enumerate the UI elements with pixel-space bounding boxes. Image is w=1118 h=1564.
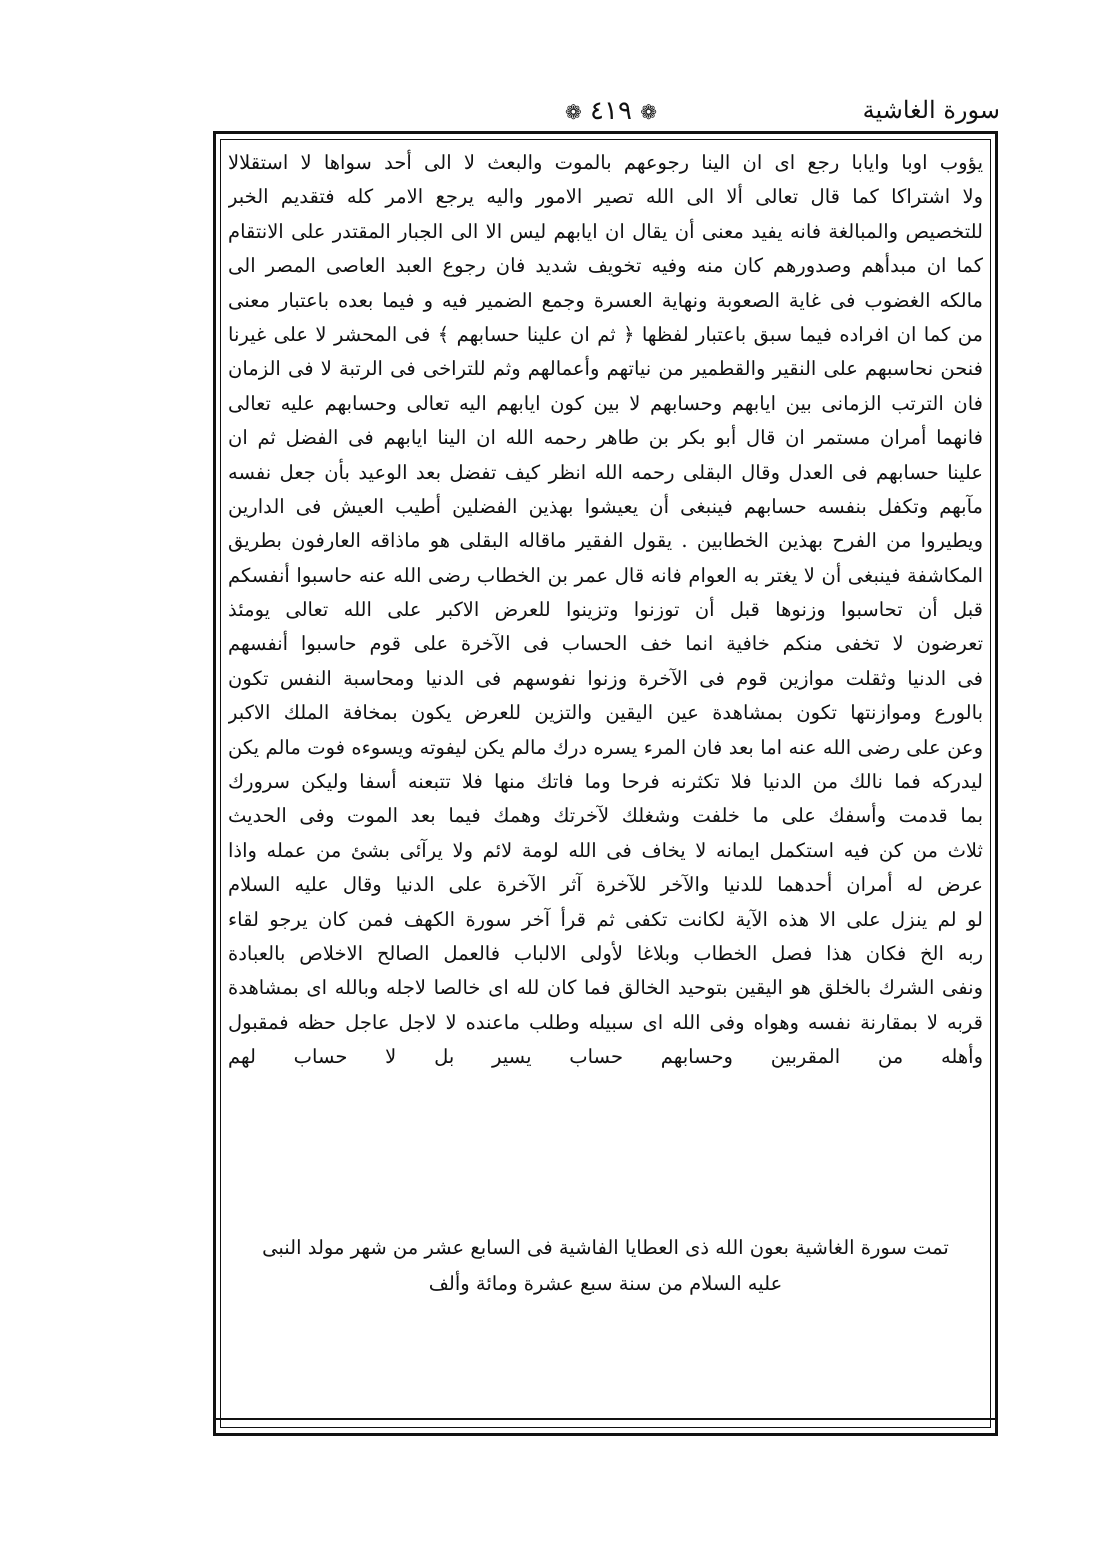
text-line: بالورع وموازنتها تكون بمشاهدة عين اليقين والتزين للعرض يكون بمخافة الملك الاكبر <box>228 701 983 725</box>
colophon-line: عليه السلام من سنة سبع عشرة ومائة وألف <box>428 1272 783 1295</box>
text-line: ويطيروا من الفرح بهذين الخطابين . يقول الفقير ماقاله البقلى هو ماذاقه العارفون بطريق <box>228 529 983 553</box>
page-number-value: ٤١٩ <box>590 96 632 126</box>
text-line: المكاشفة فينبغى أن لا يغتر به العوام فانه قال عمر بن الخطاب رضى الله عنه حاسبوا أنفسكم <box>228 563 983 587</box>
body-text <box>228 146 983 1075</box>
text-line: علينا حسابهم فى العدل وقال البقلى رحمه الله انظر كيف تفضل بعد الوعيد بأن جعل نفسه <box>228 460 983 484</box>
text-line: وأهله من المقربين وحسابهم حساب يسير بل لا حساب لهم <box>228 1045 983 1069</box>
colophon-line: تمت سورة الغاشية بعون الله ذى العطايا الفاشية فى السابع عشر من شهر مولد النبى <box>262 1236 949 1259</box>
text-line: كما ان مبدأهم وصدورهم كان منه وفيه تخويف شديد فان رجوع العبد العاصى المصر الى <box>228 254 983 278</box>
text-line: قبل أن تحاسبوا وزنوها قبل أن توزنوا وتزينوا للعرض الاكبر على الله تعالى يومئذ <box>228 598 983 622</box>
text-line: مالكه الغضوب فى غاية الصعوبة ونهاية العسرة وجمع الضمير فيه و فيما بعده باعتبار معنى <box>228 288 983 312</box>
text-line: لو لم ينزل على الا هذه الآية لكانت تكفى ثم قرأ آخر سورة الكهف فمن كان يرجو لقاء <box>228 907 983 931</box>
text-line: ثلاث من كن فيه استكمل ايمانه لا يخاف فى الله لومة لائم ولا يرآئى بشئ من عمله واذا <box>228 838 983 862</box>
text-line: ليدركه فما نالك من الدنيا فلا تكثرنه فرحا وما فاتك منها فلا تتبعنه أسفا وليكن سرورك <box>228 770 983 794</box>
text-line: بما قدمت وأسفك على ما خلفت وشغلك لآخرتك وهمك فيما بعد الموت وفى الحديث <box>228 804 983 828</box>
left-ornament-icon: ❁ <box>565 100 582 124</box>
text-line: فى الدنيا وثقلت موازين قوم فى الآخرة وزنوا نفوسهم فى الدنيا ومحاسبة النفس تكون <box>228 666 983 690</box>
text-line: قربه لا بمقارنة نفسه وهواه وفى الله اى سبيله وطلب ماعنده لا لاجل عاجل حظه فمقبول <box>228 1010 983 1034</box>
right-ornament-icon: ❁ <box>640 100 657 124</box>
text-line: ولا اشتراكا كما قال تعالى ألا الى الله تصير الامور واليه يرجع الامر كله فتقديم الخبر <box>228 185 983 209</box>
text-line: ونفى الشرك بالخلق هو اليقين بتوحيد الخالق فما كان لله اى خالصا لاجله وبالله اى بمشاهدة <box>228 976 983 1000</box>
text-line: تعرضون لا تخفى منكم خافية انما خف الحساب فى الآخرة على قوم حاسبوا أنفسهم <box>228 632 983 656</box>
text-line: مآبهم وتكفل بنفسه حسابهم فينبغى أن يعيشوا بهذين الفضلين أطيب العيش فى الدارين <box>228 494 983 518</box>
text-line: ربه الخ فكان هذا فصل الخطاب وبلاغا لأولى الالباب فالعمل الصالح الاخلاص بالعبادة <box>228 941 983 965</box>
text-line: فنحن نحاسبهم على النقير والقطمير من نياتهم وأعمالهم وثم للتراخى فى الرتبة لا فى الزمان <box>228 357 983 381</box>
text-line: للتخصيص والمبالغة فانه يفيد معنى أن يقال ان ايابهم ليس الا الى الجبار المقتدر على الانتقام <box>228 219 983 243</box>
colophon <box>228 1230 983 1302</box>
text-line: وعن على رضى الله عنه اما بعد فان المرء يسره درك مالم يكن ليفوته ويسوءه فوت مالم يكن <box>228 735 983 759</box>
text-line: يؤوب اوبا وايابا رجع اى ان الينا رجوعهم بالموت والبعث لا الى أحد سواها لا استقلالا <box>228 151 983 174</box>
frame-footer-rule <box>213 1418 998 1420</box>
text-line: عرض له أمران أحدهما للدنيا والآخر للآخرة آثر الآخرة على الدنيا وقال عليه السلام <box>228 873 983 897</box>
page-header <box>216 92 1000 132</box>
text-line: فانهما أمران مستمر ان قال أبو بكر بن طاهر رحمه الله ان الينا ايابهم فى الفضل ثم ان <box>228 426 983 450</box>
page-number <box>536 94 686 128</box>
surah-title: سورة الغاشية <box>862 96 1000 124</box>
text-line: من كما ان افراده فيما سبق باعتبار لفظها ﴿ ثم ان علينا حسابهم ﴾ فى المحشر لا على غيرنا <box>228 322 983 346</box>
text-line: فان الترتب الزمانى بين ايابهم وحسابهم لا بين كون ايابهم اليه تعالى وحسابهم عليه تعالى <box>228 391 983 415</box>
